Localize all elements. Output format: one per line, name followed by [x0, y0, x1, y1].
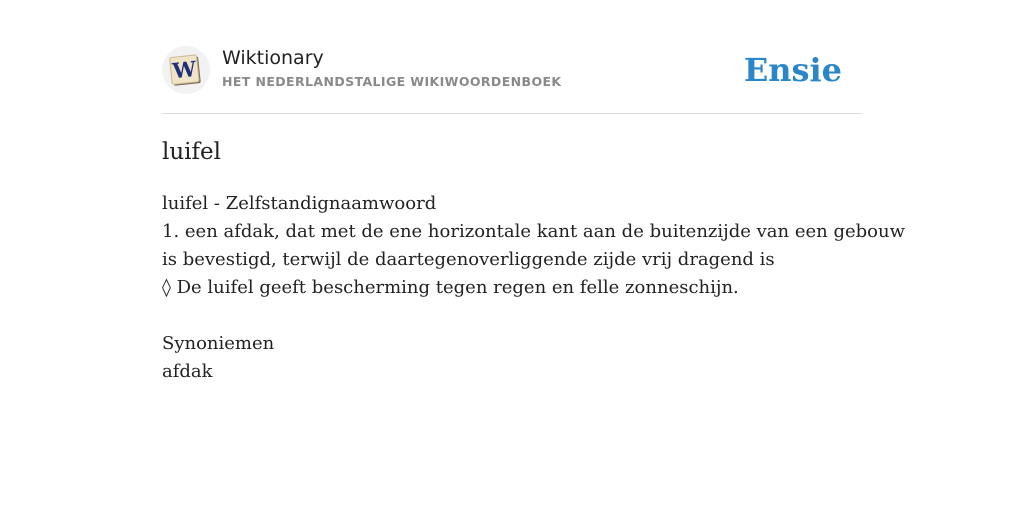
header-divider [162, 113, 862, 114]
synonyms-heading: Synoniemen [162, 333, 275, 354]
source-name[interactable]: Wiktionary [222, 47, 324, 69]
source-subtitle: HET NEDERLANDSTALIGE WIKIWOORDENBOEK [222, 74, 562, 89]
page-title: luifel [162, 139, 222, 165]
svg-text:W: W [171, 56, 198, 84]
definition-line: is bevestigd, terwijl de daartegenoverliggende zijde vrij dragend is [162, 249, 775, 270]
ensie-logo-link[interactable]: Ensie [743, 51, 842, 89]
synonym-item: afdak [162, 361, 213, 382]
definition-block [162, 190, 906, 386]
definition-line: 1. een afdak, dat met de ene horizontale kant aan de buitenzijde van een gebouw [162, 221, 906, 242]
word-class: luifel - Zelfstandignaamwoord [162, 193, 437, 214]
example-sentence: ◊ De luifel geeft bescherming tegen regen en felle zonneschijn. [162, 277, 739, 298]
site-header [162, 46, 862, 96]
wiktionary-logo-icon [162, 46, 210, 94]
spacer [162, 302, 862, 330]
